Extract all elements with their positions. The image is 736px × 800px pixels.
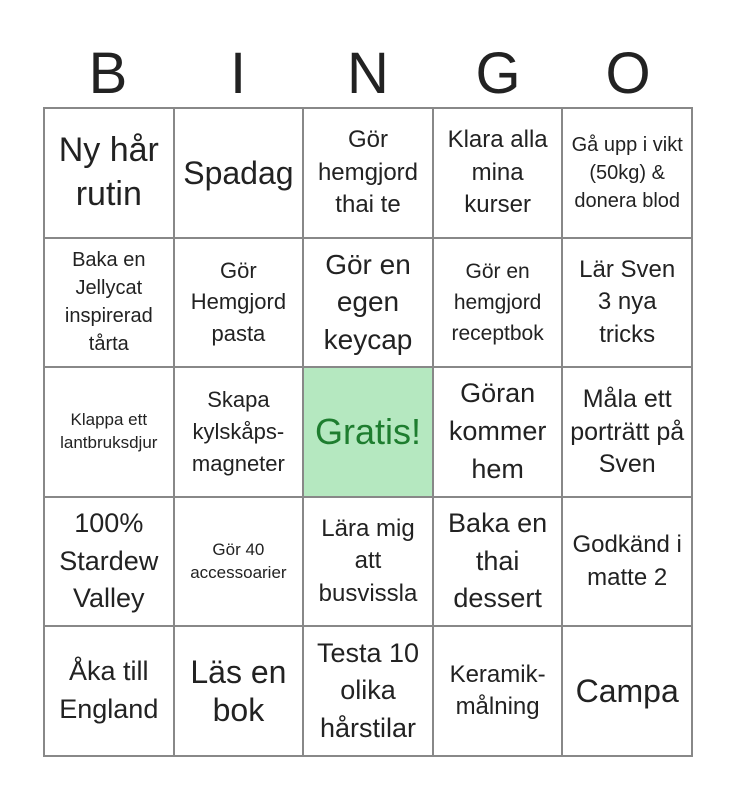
- cell-text: Måla ett porträtt på Sven: [570, 385, 685, 479]
- bingo-cell-r3-c4[interactable]: [433, 367, 563, 497]
- cell-text: Baka en Jellycat inspirerad tårta: [64, 249, 153, 356]
- cell-text: Läs en bok: [190, 653, 287, 729]
- cell-text: Åka till England: [59, 656, 159, 725]
- bingo-cell-r5-c5[interactable]: [562, 626, 692, 756]
- cell-text: Göran kommer hem: [448, 378, 547, 484]
- bingo-cell-r4-c5[interactable]: [562, 497, 692, 627]
- cell-text: Klara alla mina kurser: [447, 126, 548, 218]
- bingo-board: [43, 107, 693, 757]
- header-letter-b: B: [88, 40, 128, 106]
- bingo-cell-r1-c3[interactable]: [303, 108, 433, 238]
- bingo-cell-r3-c2[interactable]: [174, 367, 304, 497]
- bingo-cell-r1-c1[interactable]: [44, 108, 174, 238]
- cell-text: Lära mig att busvissla: [318, 515, 418, 607]
- cell-text: Gör hemgjord thai te: [317, 126, 419, 218]
- bingo-cell-r1-c4[interactable]: [433, 108, 563, 238]
- free-space-label: Gratis!: [314, 411, 421, 453]
- cell-text: Keramik-målning: [449, 660, 546, 721]
- cell-text: Gör en egen keycap: [323, 248, 413, 356]
- bingo-cell-r1-c5[interactable]: [562, 108, 692, 238]
- cell-text: Campa: [575, 673, 679, 709]
- bingo-cell-r2-c1[interactable]: [44, 238, 174, 368]
- bingo-cell-r5-c2[interactable]: [174, 626, 304, 756]
- cell-text: Baka en thai dessert: [448, 507, 548, 614]
- cell-text: Ny hår rutin: [58, 131, 159, 213]
- bingo-cell-r5-c1[interactable]: [44, 626, 174, 756]
- bingo-cell-r4-c2[interactable]: [174, 497, 304, 627]
- bingo-cell-r4-c1[interactable]: [44, 497, 174, 627]
- header-letter-g: G: [475, 40, 521, 106]
- bingo-header: [43, 38, 693, 108]
- bingo-cell-r5-c3[interactable]: [303, 626, 433, 756]
- bingo-cell-r3-c5[interactable]: [562, 367, 692, 497]
- cell-text: Spadag: [183, 154, 294, 191]
- bingo-cell-r5-c4[interactable]: [433, 626, 563, 756]
- header-letter-o: O: [605, 40, 651, 106]
- cell-text: Testa 10 olika hårstilar: [316, 637, 420, 744]
- header-letter-n: N: [347, 40, 389, 106]
- cell-text: 100% Stardew Valley: [59, 507, 159, 614]
- cell-text: Godkänd i matte 2: [572, 531, 682, 591]
- bingo-cell-r2-c2[interactable]: [174, 238, 304, 368]
- cell-text: Gör 40 accessoarier: [190, 539, 287, 582]
- bingo-cell-free[interactable]: [303, 367, 433, 497]
- bingo-cell-r3-c1[interactable]: [44, 367, 174, 497]
- cell-text: Skapa kylskåps-magneter: [191, 387, 285, 476]
- cell-text: Gå upp i vikt (50kg) & donera blod: [571, 133, 683, 212]
- bingo-cell-r4-c3[interactable]: [303, 497, 433, 627]
- bingo-cell-r2-c5[interactable]: [562, 238, 692, 368]
- bingo-cell-r1-c2[interactable]: [174, 108, 304, 238]
- bingo-cell-r2-c3[interactable]: [303, 238, 433, 368]
- cell-text: Gör en hemgjord receptbok: [451, 259, 544, 345]
- bingo-cell-r4-c4[interactable]: [433, 497, 563, 627]
- cell-text: Klappa ett lantbruksdjur: [60, 410, 158, 452]
- cell-text: Lär Sven 3 nya tricks: [579, 255, 676, 348]
- bingo-cell-r2-c4[interactable]: [433, 238, 563, 368]
- cell-text: Gör Hemgjord pasta: [190, 257, 287, 347]
- header-letter-i: I: [229, 40, 247, 106]
